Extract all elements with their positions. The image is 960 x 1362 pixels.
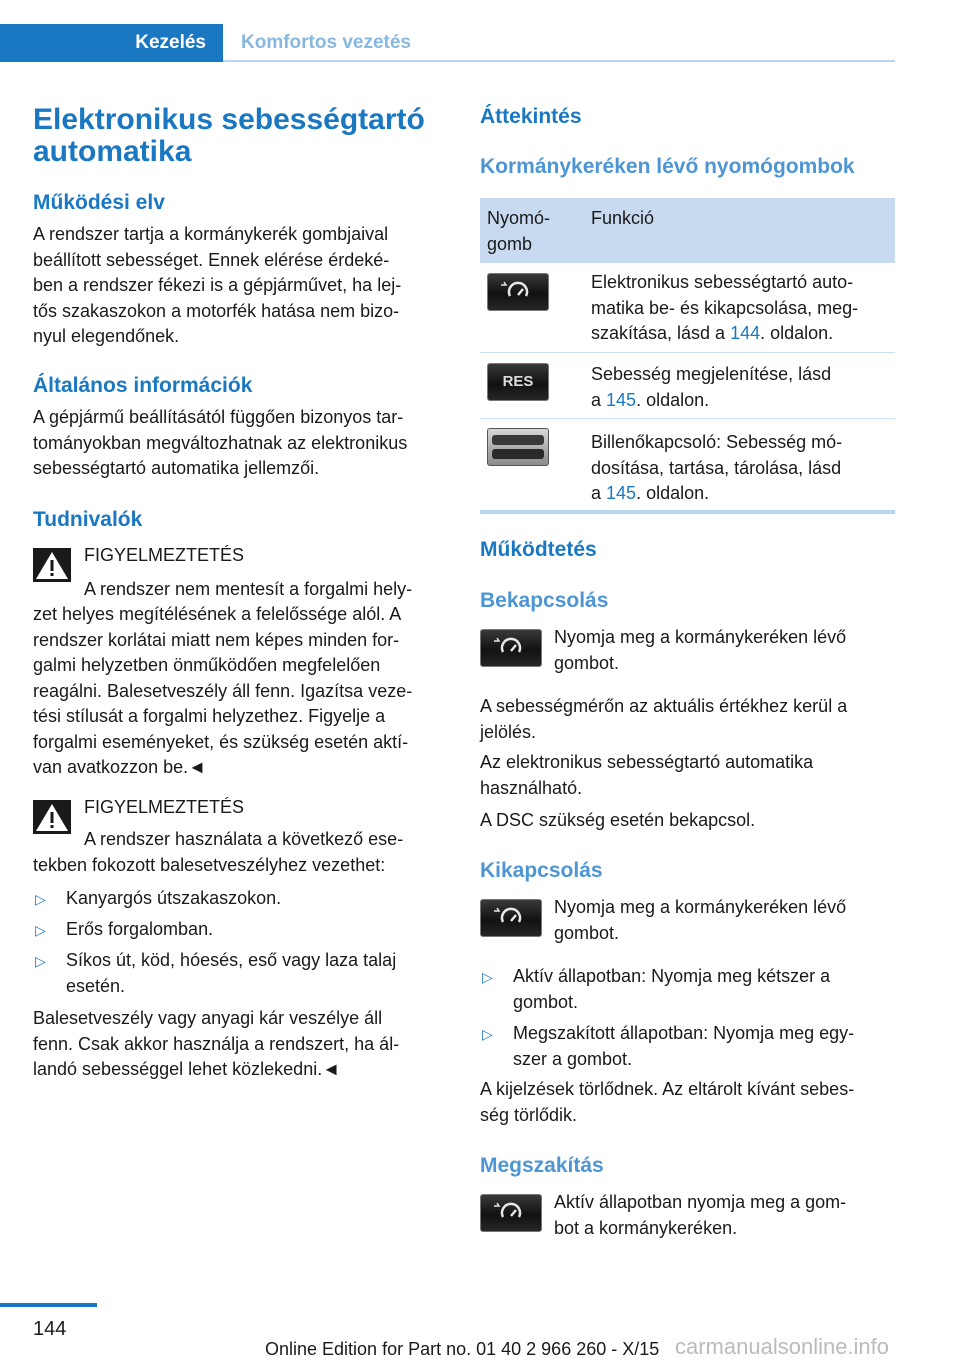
cruise-control-button-icon	[487, 273, 549, 311]
para-warning-end	[33, 1006, 399, 1083]
text-line: gombot.	[554, 922, 620, 943]
table-row-divider	[480, 418, 895, 419]
heading-megszakitas: Megszakítás	[480, 1154, 604, 1177]
kikapcs-instruction	[554, 895, 846, 946]
text-line: nyul elegendőnek.	[33, 326, 180, 346]
header-rule	[223, 60, 895, 62]
text-line: Aktív állapotban: Nyomja meg kétszer a	[513, 966, 831, 986]
text-line: tési stílusát a forgalmi helyzethez. Figyelje a	[33, 706, 386, 726]
text-line: használható.	[480, 777, 583, 798]
bullet-item	[513, 964, 830, 1015]
text-line: Balesetveszély vagy anyagi kár veszélye áll	[33, 1008, 383, 1028]
cruise-control-button-icon	[480, 899, 542, 937]
text-line: A sebességmérőn az aktuális értékhez kerül a	[480, 696, 848, 716]
text-line: bot a kormánykeréken.	[554, 1217, 738, 1238]
page-link-144[interactable]: 144	[730, 323, 761, 343]
table-row-divider	[480, 352, 895, 353]
text-line: Síkos út, köd, hóesés, eső vagy laza talaj	[66, 950, 397, 970]
page-title-line2: automatika	[33, 135, 192, 168]
edition-text: Online Edition for Part no. 01 40 2 966 260 - X/15	[265, 1339, 660, 1359]
watermark: carmanualsonline.info	[675, 1334, 890, 1359]
bullet-triangle-icon: ▷	[482, 1026, 493, 1042]
warning-triangle-icon	[33, 800, 71, 834]
text-line: . oldalon.	[760, 323, 834, 343]
warning2-line2: tekben fokozott balesetveszélyhez vezethet:	[33, 855, 386, 875]
bullet-item: Erős forgalomban.	[66, 919, 214, 939]
para-altalanos	[33, 405, 407, 482]
text-line: Billenőkapcsoló: Sebesség mó‐	[591, 432, 843, 452]
para-bekapcs-1	[480, 694, 847, 745]
table-header	[480, 198, 895, 263]
warning2-line1: A rendszer használata a következő ese‐	[84, 829, 404, 849]
text-line: esetén.	[66, 975, 126, 996]
text-line: . oldalon.	[636, 483, 710, 503]
heading-mukodesi-elv: Működési elv	[33, 191, 165, 214]
text-line: a	[591, 483, 607, 503]
text-line: jelölés.	[480, 721, 537, 742]
bullet-triangle-icon: ▷	[35, 953, 46, 969]
heading-bekapcsolas: Bekapcsolás	[480, 589, 609, 612]
rocker-switch-icon	[487, 428, 549, 466]
text-line: landó sebességgel lehet közlekedni.◄	[33, 1059, 341, 1079]
text-line: A kijelzések törlődnek. Az eltárolt kívánt sebes‐	[480, 1079, 855, 1099]
heading-tudnivalok: Tudnivalók	[33, 508, 143, 531]
warning1-line1: A rendszer nem mentesít a forgalmi hely‐	[84, 579, 413, 599]
table-header-col2: Funkció	[591, 208, 655, 228]
text-line: Nyomja meg a kormánykeréken lévő	[554, 627, 847, 647]
text-line: A gépjármű beállításától függően bizonyos tar‐	[33, 407, 404, 427]
heading-kormanykereken-gombok: Kormánykeréken lévő nyomógombok	[480, 155, 855, 178]
heading-attekintes: Áttekintés	[480, 105, 582, 128]
para-bekapcs-2	[480, 750, 813, 801]
section-tab: Kezelés	[0, 24, 223, 62]
text-line: beállított sebességet. Ennek elérése érdeké‐	[33, 249, 390, 270]
text-line: fenn. Csak akkor használja a rendszert, ha ál‐	[33, 1033, 400, 1054]
text-line: rendszer korlátai miatt nem képes minden for‐	[33, 629, 400, 650]
bullet-item	[513, 1021, 854, 1072]
text-line: zet helyes megítélésének a felelőssége alól. A	[33, 604, 402, 624]
text-line: szer a gombot.	[513, 1048, 633, 1069]
res-button-label: RES	[502, 373, 534, 390]
page-title-line1: Elektronikus sebességtartó	[33, 103, 425, 136]
text-line: van avatkozzon be.◄	[33, 757, 206, 777]
bullet-item	[66, 948, 396, 999]
heading-kikapcsolas: Kikapcsolás	[480, 859, 603, 882]
cruise-control-button-icon	[480, 1194, 542, 1232]
text-line: Nyomó‐	[487, 208, 551, 228]
row1-function	[591, 270, 858, 347]
warning1-body	[33, 602, 412, 781]
table-header-col1	[487, 206, 550, 257]
text-line: Sebesség megjelenítése, lásd	[591, 364, 832, 384]
para-mukodesi-elv	[33, 222, 401, 350]
footer-rule	[0, 1303, 97, 1307]
bullet-triangle-icon: ▷	[482, 969, 493, 985]
text-line: Nyomja meg a kormánykeréken lévő	[554, 897, 847, 917]
warning2-title: FIGYELMEZTETÉS	[84, 797, 245, 817]
megszak-instruction	[554, 1190, 846, 1241]
page-link-145[interactable]: 145	[606, 389, 637, 410]
text-line: sebességtartó automatika jellemzői.	[33, 458, 320, 478]
bullet-triangle-icon: ▷	[35, 922, 46, 938]
page-link-145[interactable]: 145	[606, 483, 637, 503]
text-line: reagálni. Balesetveszély áll fenn. Igazítsa veze‐	[33, 680, 413, 701]
text-line: tományokban megváltozhatnak az elektronikus	[33, 432, 408, 453]
row3-function	[591, 430, 842, 507]
text-line: . oldalon.	[636, 389, 710, 410]
text-line: dosítása, tartása, tárolása, lásd	[591, 457, 842, 478]
bekapcs-instruction	[554, 625, 846, 676]
text-line: Megszakított állapotban: Nyomja meg egy‐	[513, 1023, 855, 1043]
text-line: A rendszer tartja a kormánykerék gombjaival	[33, 224, 389, 244]
text-line: galmi helyzetben önműködően megfelelően	[33, 655, 381, 675]
warning1-title: FIGYELMEZTETÉS	[84, 545, 245, 565]
heading-mukodtetes: Működtetés	[480, 538, 597, 561]
res-button-icon	[487, 363, 549, 401]
subsection-tab: Komfortos vezetés	[241, 32, 411, 53]
page-title	[33, 104, 425, 168]
text-line: gombot.	[513, 991, 579, 1012]
page-header	[0, 24, 895, 62]
bullet-triangle-icon: ▷	[35, 891, 46, 907]
heading-altalanos-informaciok: Általános információk	[33, 374, 253, 397]
warning-triangle-icon	[33, 548, 71, 582]
para-kikapcs	[480, 1077, 854, 1128]
para-bekapcs-3: A DSC szükség esetén bekapcsol.	[480, 810, 756, 830]
text-line: Az elektronikus sebességtartó automatika	[480, 752, 814, 772]
text-line: Elektronikus sebességtartó auto‐	[591, 272, 854, 292]
text-line: Aktív állapotban nyomja meg a gom‐	[554, 1192, 847, 1212]
text-line: a	[591, 389, 607, 410]
cruise-control-button-icon	[480, 629, 542, 667]
text-line: gomb	[487, 233, 533, 254]
text-line: szakítása, lásd a	[591, 323, 731, 343]
bullet-item: Kanyargós útszakaszokon.	[66, 888, 282, 908]
table-end-rule	[480, 510, 895, 514]
text-line: gombot.	[554, 652, 620, 673]
text-line: tős szakaszokon a motorfék hatása nem bizo‐	[33, 300, 400, 321]
text-line: forgalmi eseményeket, és szükség esetén aktí‐	[33, 731, 409, 752]
text-line: ben a rendszer fékezi is a gépjárművet, ha lej‐	[33, 275, 402, 295]
text-line: matika be- és kikapcsolása, meg‐	[591, 297, 859, 318]
text-line: ség törlődik.	[480, 1104, 578, 1125]
row2-function	[591, 362, 831, 413]
page-number: 144	[33, 1318, 67, 1340]
